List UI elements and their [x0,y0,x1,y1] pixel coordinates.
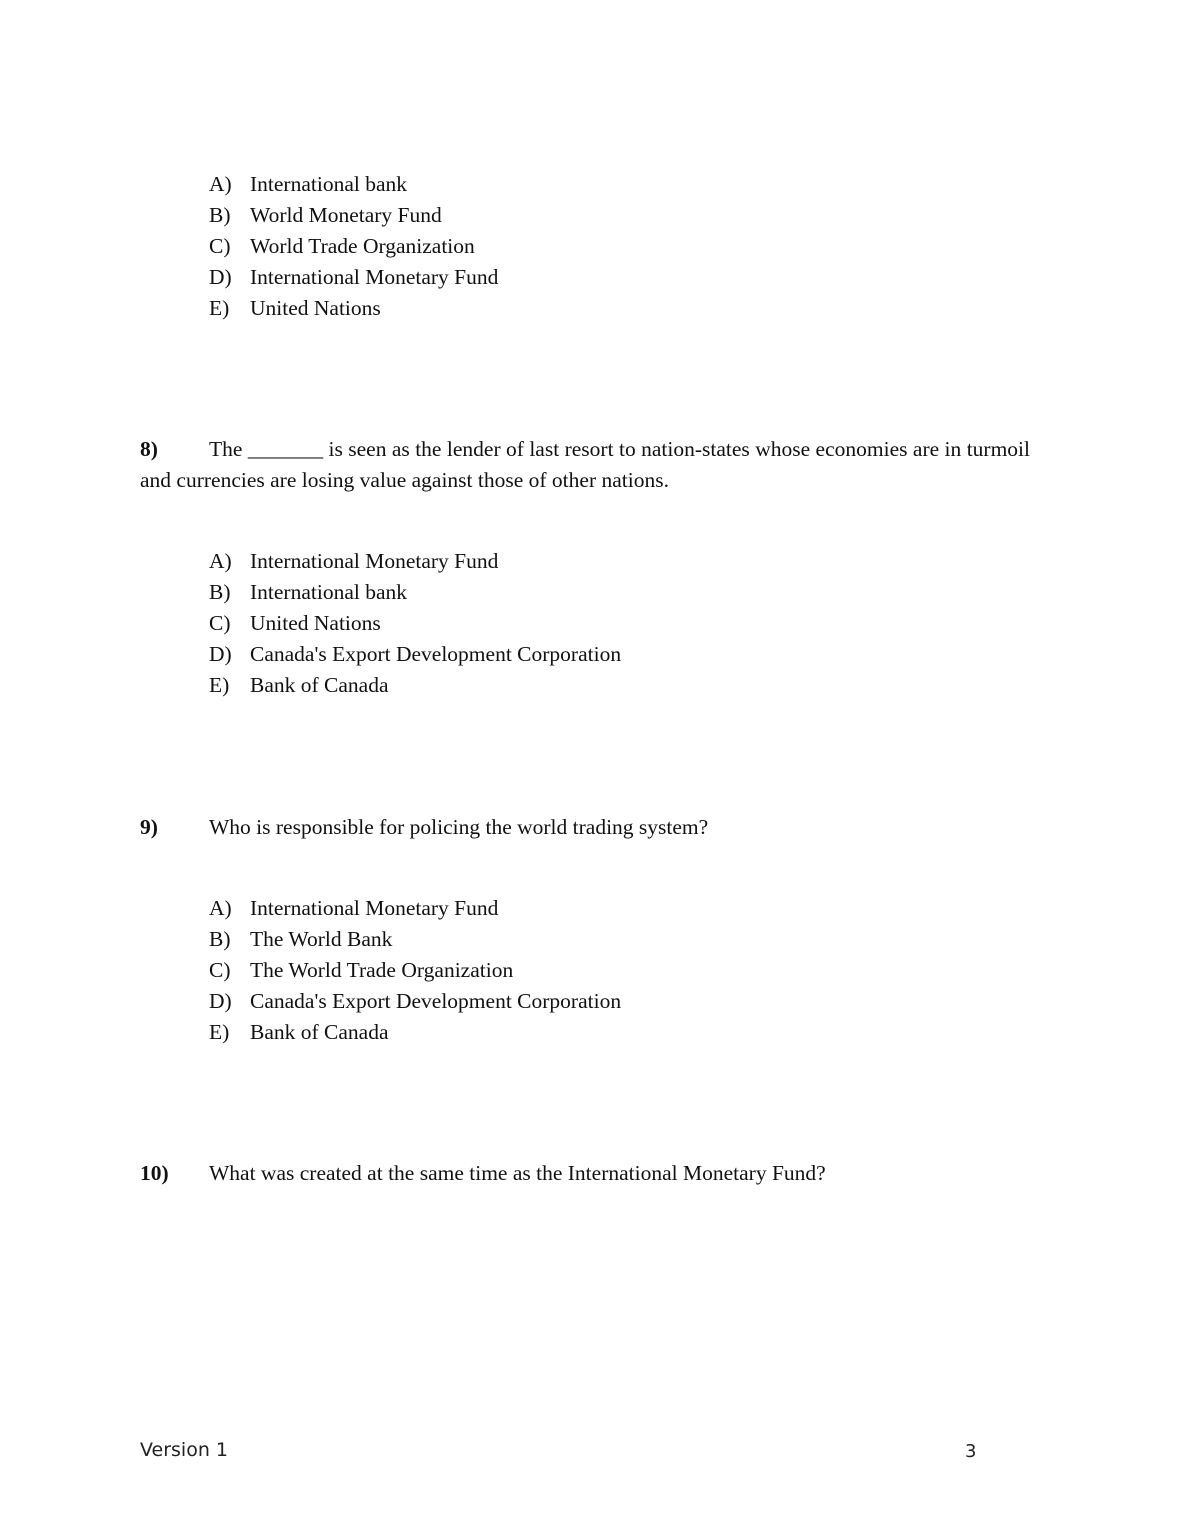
option-letter: D) [209,265,232,289]
option-c [209,608,621,639]
page-number: 3 [965,1441,977,1462]
option-letter: A) [209,172,232,196]
option-text: International Monetary Fund [250,265,499,289]
option-letter: C) [209,611,231,635]
question-number: 10) [140,1161,169,1185]
option-a [209,169,498,200]
question-number: 9) [140,815,158,839]
option-text: International bank [250,172,408,196]
option-text: World Monetary Fund [250,203,442,227]
option-d [209,639,621,670]
version-label: Version 1 [140,1439,228,1461]
option-b [209,924,621,955]
option-text: International Monetary Fund [250,896,499,920]
option-b [209,200,498,231]
option-c [209,955,621,986]
option-text: Canada's Export Development Corporation [250,642,622,666]
option-e [209,293,498,324]
question-9-options [209,893,621,1048]
option-a [209,893,621,924]
option-letter: B) [209,580,231,604]
option-letter: A) [209,896,232,920]
option-a [209,546,621,577]
option-letter: E) [209,1020,230,1044]
option-b [209,577,621,608]
option-letter: E) [209,673,230,697]
option-text: United Nations [250,611,381,635]
question-text: The _______ is seen as the lender of last resort to nation-states whose economies are in turmoil and currencies are losing value against those of other nations. [140,437,1030,492]
option-text: World Trade Organization [250,234,475,258]
option-letter: D) [209,642,232,666]
carryover-options [209,169,498,324]
option-letter: B) [209,203,231,227]
question-text: Who is responsible for policing the world trading system? [209,815,709,839]
option-text: United Nations [250,296,381,320]
option-letter: C) [209,234,231,258]
option-text: International Monetary Fund [250,549,499,573]
option-d [209,986,621,1017]
option-text: Canada's Export Development Corporation [250,989,622,1013]
option-letter: B) [209,927,231,951]
option-text: Bank of Canada [250,673,389,697]
option-text: The World Trade Organization [250,958,514,982]
question-10 [140,1158,1030,1189]
option-text: The World Bank [250,927,393,951]
question-8-options [209,546,621,701]
option-d [209,262,498,293]
option-letter: A) [209,549,232,573]
option-e [209,1017,621,1048]
option-text: International bank [250,580,408,604]
question-9 [140,812,1030,843]
option-letter: D) [209,989,232,1013]
option-letter: E) [209,296,230,320]
option-text: Bank of Canada [250,1020,389,1044]
option-letter: C) [209,958,231,982]
question-text: What was created at the same time as the International Monetary Fund? [209,1161,826,1185]
option-c [209,231,498,262]
option-e [209,670,621,701]
question-number: 8) [140,437,158,461]
question-8 [140,434,1030,496]
